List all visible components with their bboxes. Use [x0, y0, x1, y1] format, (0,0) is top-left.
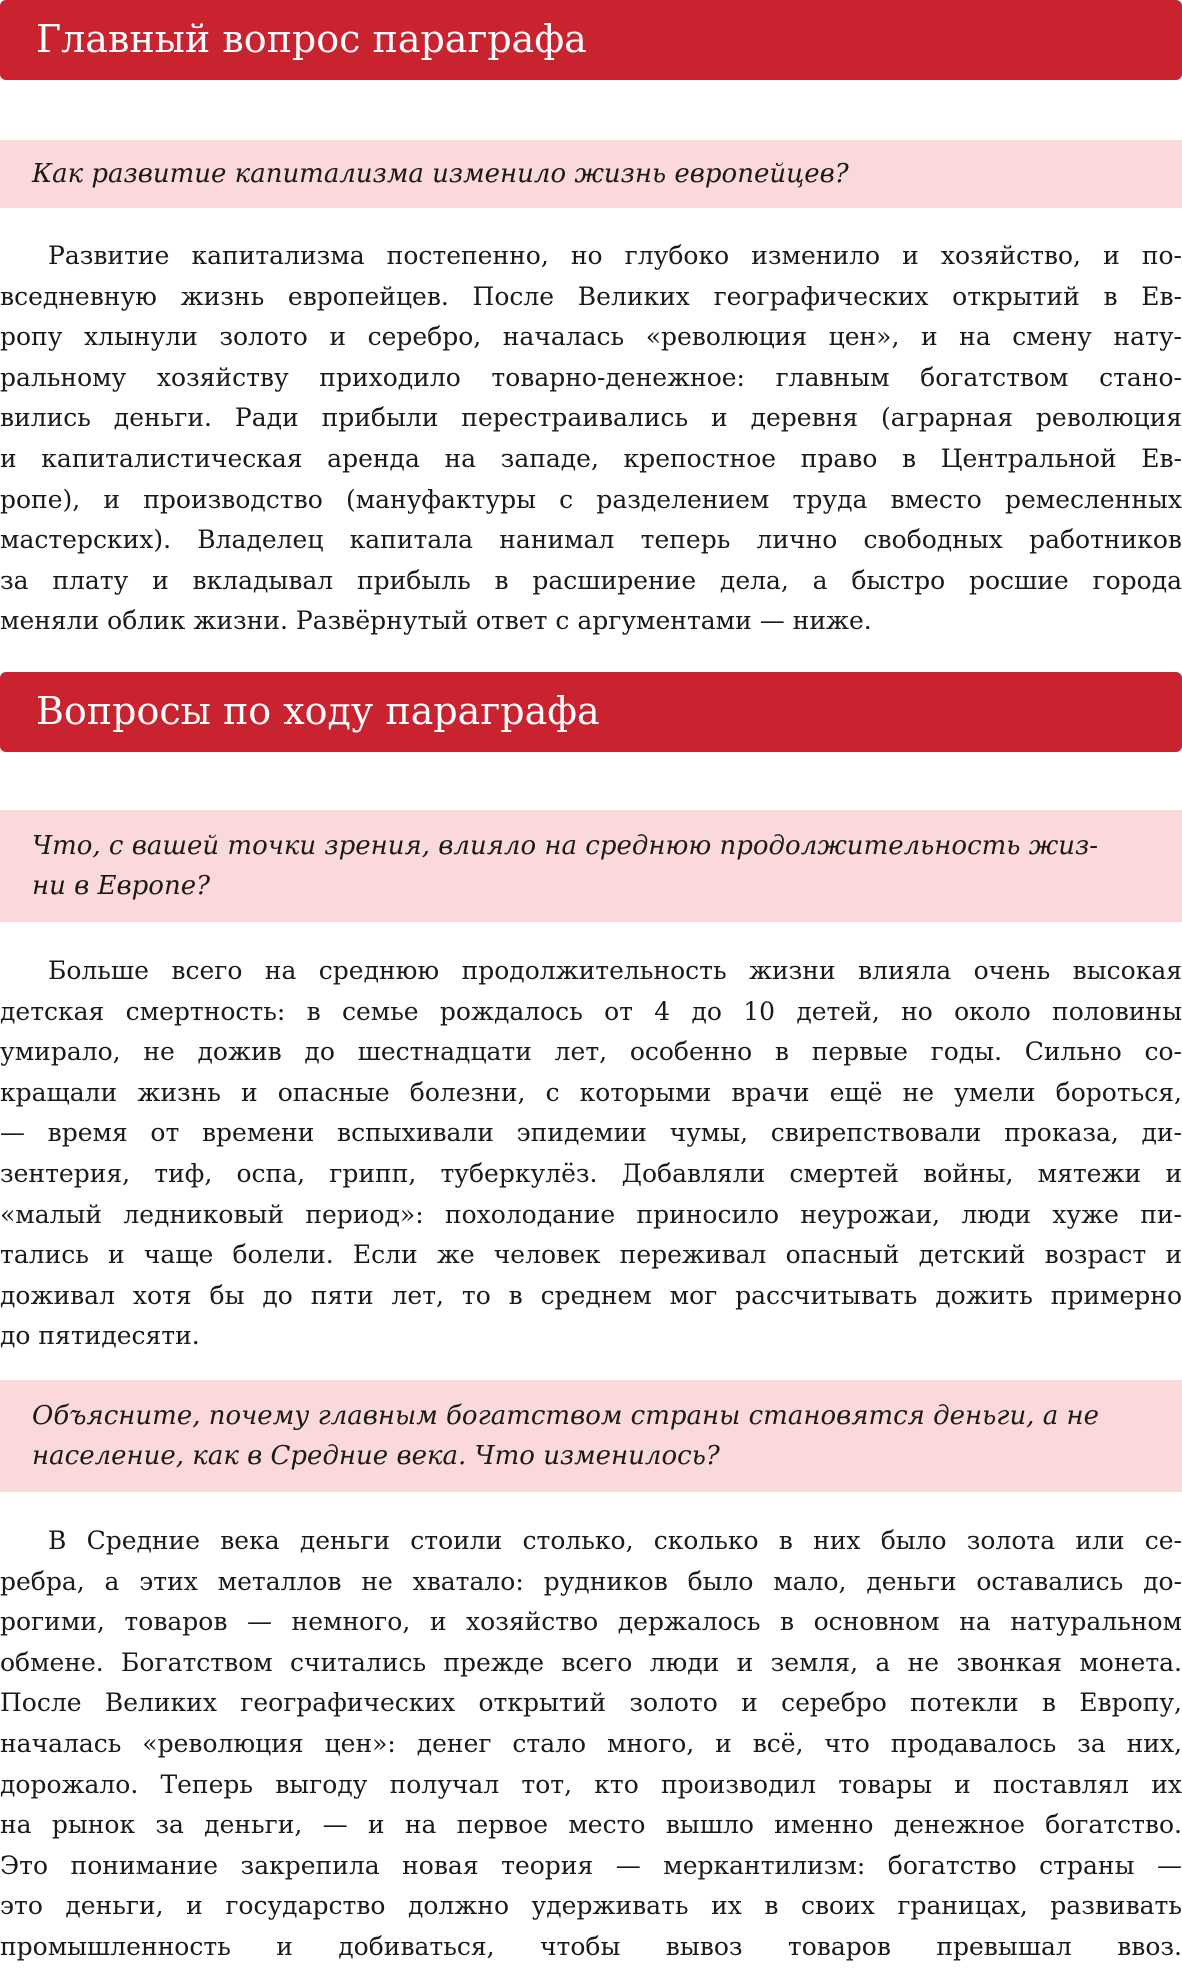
answer-line: Больше всего на среднюю продолжительность жизни влияла очень высокая	[48, 956, 1182, 985]
answer-block-2	[0, 951, 1182, 1357]
answer-line: меняли облик жизни. Развёрнутый ответ с аргументами — ниже.	[0, 606, 872, 636]
answer-line: После Великих географических открытий золото и серебро потекли в Европу,	[0, 1688, 1182, 1718]
answer-line: детская смертность: в семье рождалось от 4 до 10 детей, но около половины	[0, 996, 1182, 1026]
answer-line: «малый ледниковый период»: похолодание приносило неурожаи, люди хуже пи-	[0, 1199, 1182, 1229]
answer-line: ропе), и производство (мануфактуры с разделением труда вместо ремесленных	[0, 484, 1182, 514]
answer-line: зентерия, тиф, оспа, грипп, туберкулёз. Добавляли смертей войны, мятежи и	[0, 1158, 1182, 1188]
answer-line: доживал хотя бы до пяти лет, то в среднем мог рассчитывать дожить примерно	[0, 1280, 1182, 1310]
question-line: Объясните, почему главным богатством страны становятся деньги, а не	[32, 1401, 1099, 1431]
answer-line: за плату и вкладывал прибыль в расширение дела, а быстро росшие города	[0, 565, 1182, 595]
question-line: Что, с вашей точки зрения, влияло на среднюю продолжительность жиз-	[32, 831, 1098, 861]
answer-line: обмене. Богатством считались прежде всего люди и земля, а не звонкая монета.	[0, 1647, 1182, 1677]
section-header-questions: Вопросы по ходу параграфа	[0, 672, 1182, 752]
answer-line: мастерских). Владелец капитала нанимал теперь лично свободных работников	[0, 525, 1182, 555]
question-box-3	[0, 1380, 1182, 1492]
answer-line: это деньги, и государство должно удерживать их в своих границах, развивать	[0, 1891, 1182, 1921]
answer-line: ропу хлынули золото и серебро, началась «революция цен», и на смену нату-	[0, 322, 1182, 352]
answer-line: ральному хозяйству приходило товарно-денежное: главным богатством стано-	[0, 362, 1182, 392]
answer-line: и капиталистическая аренда на западе, крепостное право в Центральной Ев-	[0, 443, 1182, 473]
question-line: Как развитие капитализма изменило жизнь европейцев?	[32, 159, 849, 189]
answer-line: тались и чаще болели. Если же человек переживал опасный детский возраст и	[0, 1240, 1182, 1270]
answer-block-3	[0, 1521, 1182, 1968]
answer-line: ребра, а этих металлов не хватало: рудников было мало, деньги оставались до-	[0, 1566, 1182, 1596]
answer-line: Развитие капитализма постепенно, но глубоко изменило и хозяйство, и по-	[48, 241, 1182, 270]
answer-line: промышленность и добиваться, чтобы вывоз товаров превышал ввоз.	[0, 1931, 1182, 1961]
section-header-main-question: Главный вопрос параграфа	[0, 0, 1182, 80]
answer-line: дорожало. Теперь выгоду получал тот, кто производил товары и поставлял их	[0, 1769, 1182, 1799]
answer-line: вились деньги. Ради прибыли перестраивались и деревня (аграрная революция	[0, 403, 1182, 433]
answer-line: — время от времени вспыхивали эпидемии чумы, свирепствовали проказа, ди-	[0, 1118, 1182, 1148]
answer-line: рогими, товаров — немного, и хозяйство держалось в основном на натуральном	[0, 1607, 1182, 1637]
answer-line: началась «революция цен»: денег стало много, и всё, что продавалось за них,	[0, 1728, 1182, 1758]
question-box-2	[0, 810, 1182, 922]
answer-line: Это понимание закрепила новая теория — меркантилизм: богатство страны —	[0, 1850, 1182, 1880]
answer-line: умирало, не дожив до шестнадцати лет, особенно в первые годы. Сильно со-	[0, 1037, 1182, 1067]
answer-block-1	[0, 236, 1182, 642]
answer-line: до пятидесяти.	[0, 1321, 200, 1351]
answer-line: на рынок за деньги, — и на первое место вышло именно денежное богатство.	[0, 1810, 1182, 1840]
question-box-1	[0, 140, 1182, 208]
question-line: ни в Европе?	[32, 871, 211, 901]
answer-line: кращали жизнь и опасные болезни, с которыми врачи ещё не умели бороться,	[0, 1077, 1182, 1107]
question-line: население, как в Средние века. Что изменилось?	[32, 1441, 720, 1471]
answer-line: В Средние века деньги стоили столько, сколько в них было золота или се-	[48, 1526, 1182, 1555]
answer-line: вседневную жизнь европейцев. После Великих географических открытий в Ев-	[0, 281, 1182, 311]
